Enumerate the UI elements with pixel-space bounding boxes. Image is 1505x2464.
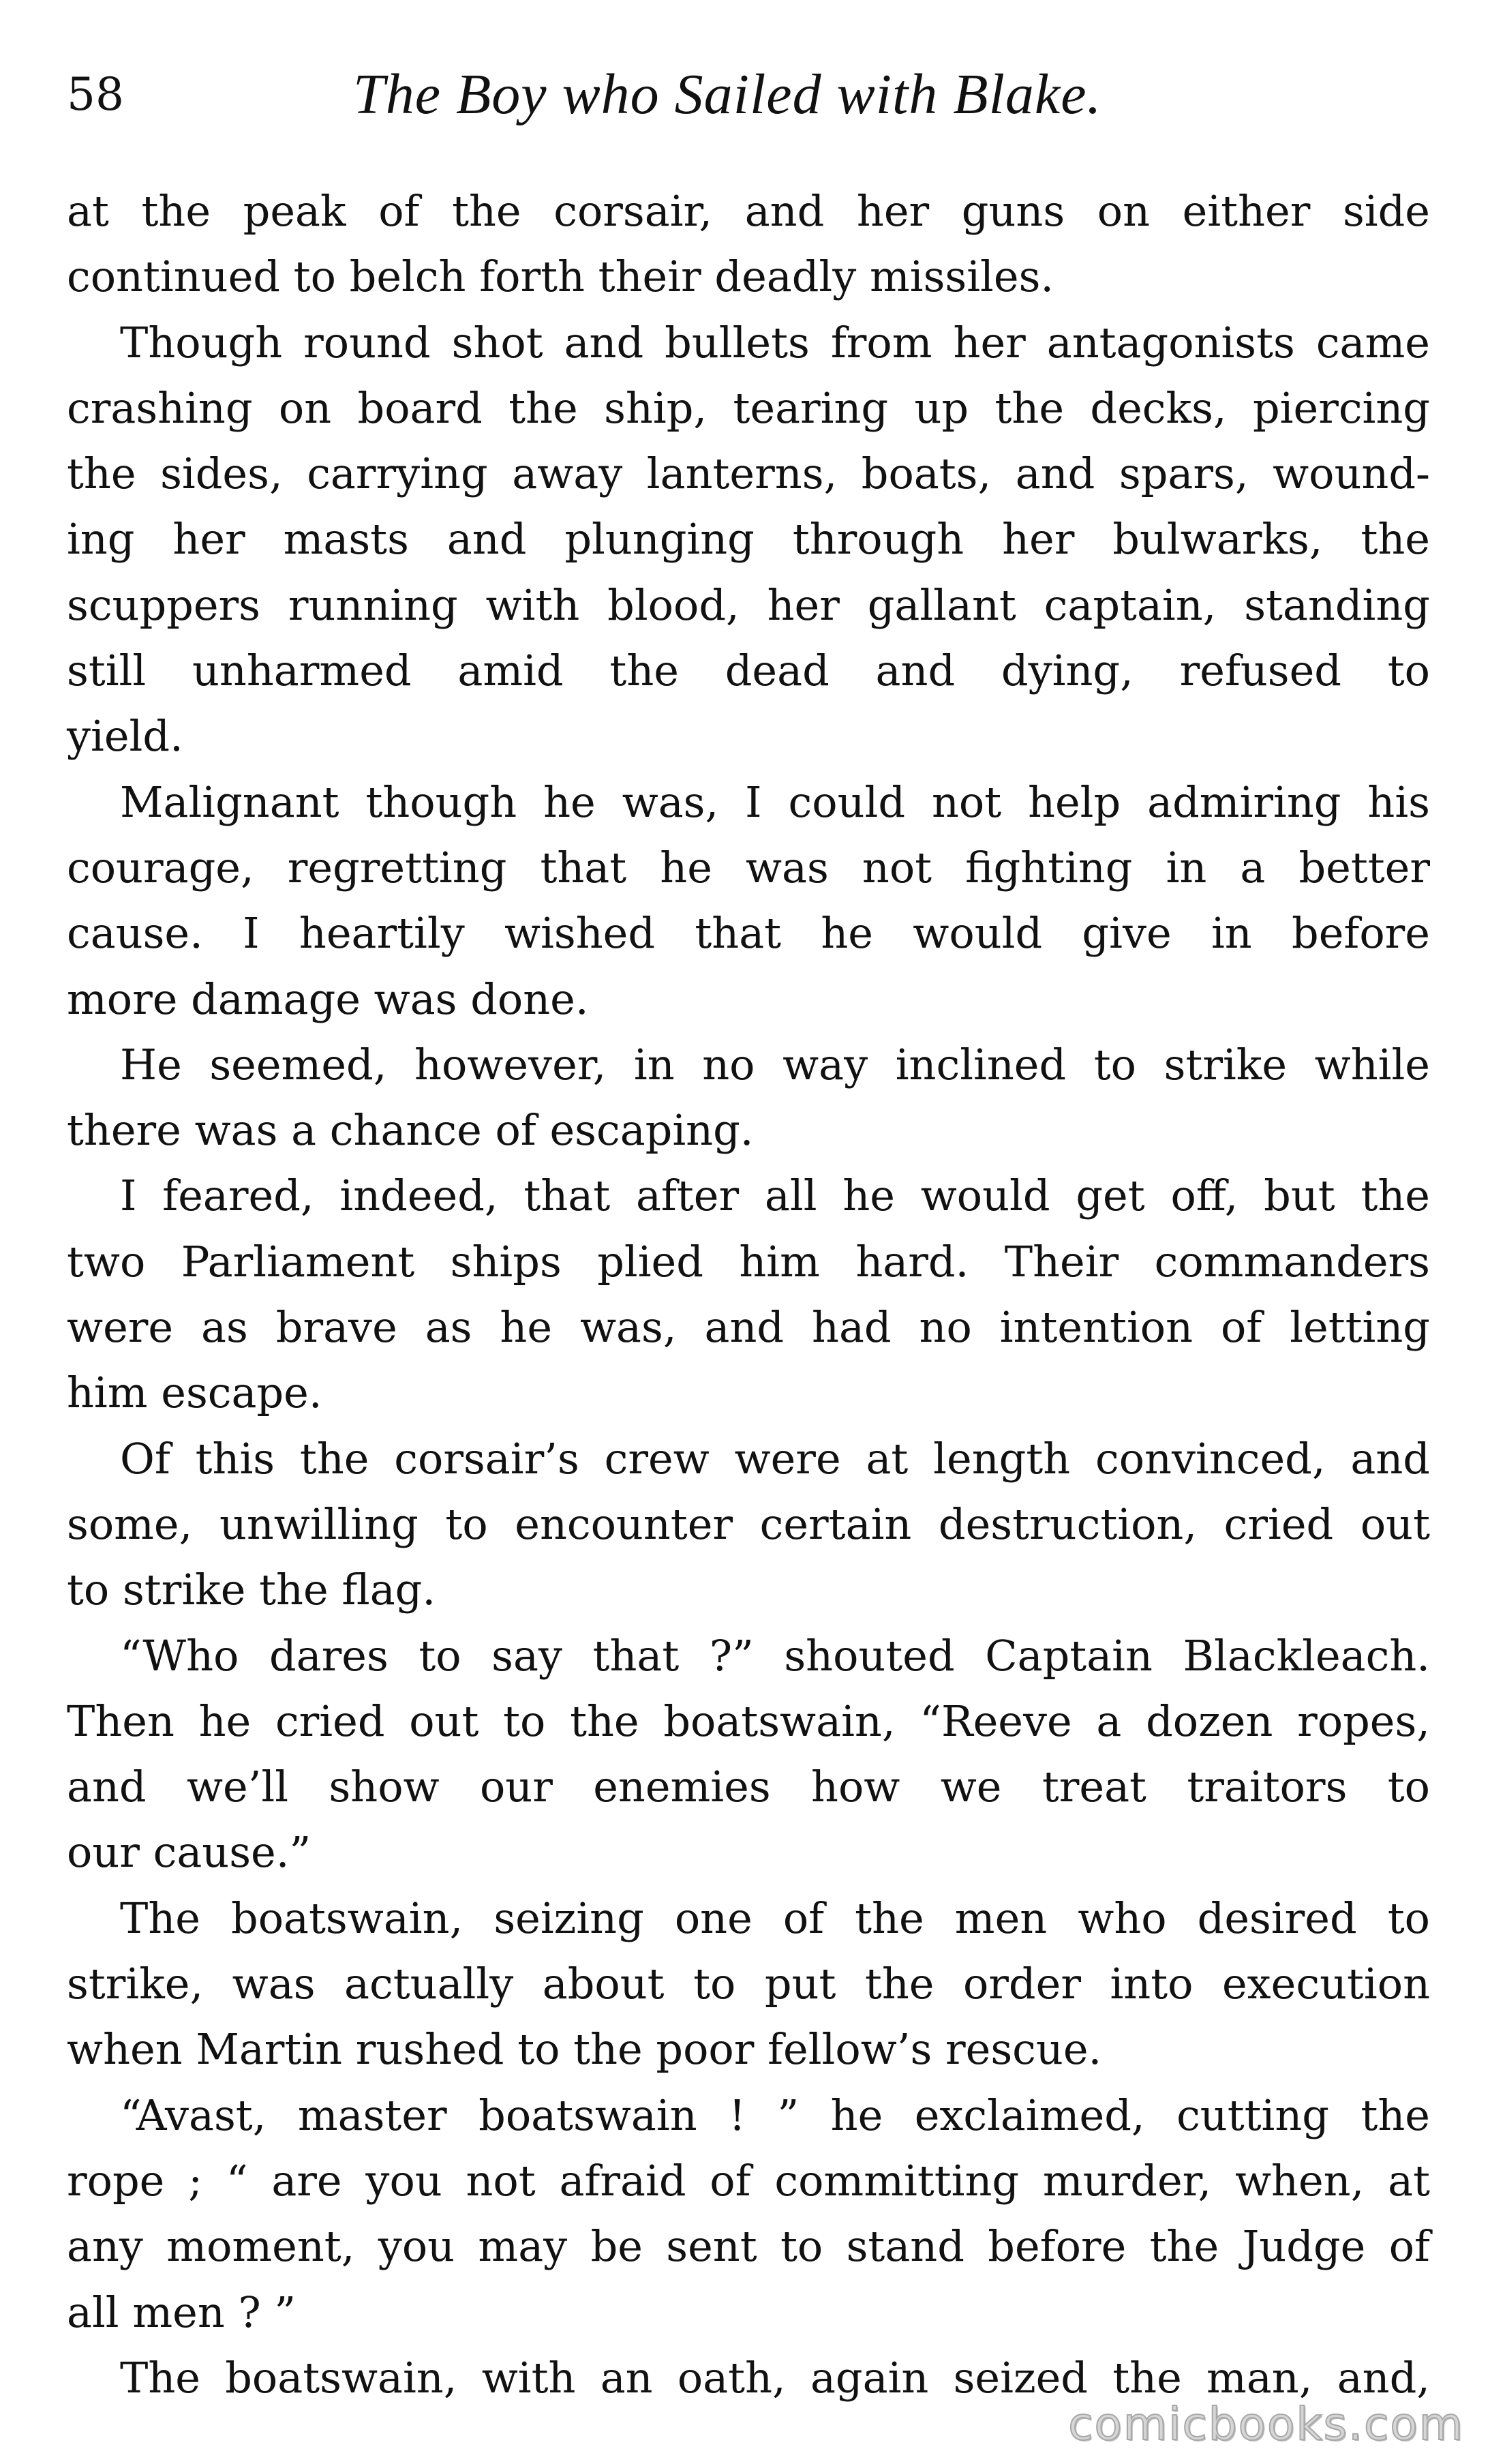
text-line: some, unwilling to encounter certain destruction, cried out xyxy=(67,1499,1430,1549)
paragraph xyxy=(67,1623,1430,1886)
text-line: rope ; “ are you not afraid of committing murder, when, at xyxy=(67,2155,1430,2206)
text-line: He seemed, however, in no way inclined to strike while xyxy=(120,1039,1430,1090)
paragraph xyxy=(67,1032,1430,1164)
text-line: the sides, carrying away lanterns, boats, and spars, wound- xyxy=(67,449,1430,499)
text-line: all men ? ” xyxy=(67,2287,297,2337)
text-line: when Martin rushed to the poor fellow’s rescue. xyxy=(67,2024,1102,2075)
text-line: still unharmed amid the dead and dying, refused to xyxy=(67,646,1430,696)
text-line: to strike the flag. xyxy=(67,1565,436,1615)
text-line: at the peak of the corsair, and her guns on either side xyxy=(67,186,1430,236)
body-text xyxy=(67,179,1430,2411)
paragraph xyxy=(67,179,1430,310)
text-line: our cause.” xyxy=(67,1827,311,1878)
text-line: Malignant though he was, I could not help admiring his xyxy=(120,777,1430,827)
watermark-logo: comicbooks.com xyxy=(1068,2398,1464,2450)
text-line: and we’ll show our enemies how we treat traitors to xyxy=(67,1762,1430,1812)
text-line: scuppers running with blood, her gallant captain, standing xyxy=(67,580,1430,630)
text-line: Of this the corsair’s crew were at length convinced, and xyxy=(120,1433,1430,1484)
paragraph xyxy=(67,1426,1430,1623)
paragraph xyxy=(67,1886,1430,2083)
text-line: The boatswain, with an oath, again seized the man, and, xyxy=(120,2352,1430,2403)
paragraph xyxy=(67,1163,1430,1426)
text-line: strike, was actually about to put the order into execution xyxy=(67,1959,1430,2009)
paragraph xyxy=(67,2083,1430,2345)
text-line: continued to belch forth their deadly missiles. xyxy=(67,252,1054,302)
text-line: “Who dares to say that ?” shouted Captain Blackleach. xyxy=(120,1630,1430,1681)
paragraph xyxy=(67,310,1430,770)
text-line: more damage was done. xyxy=(67,974,589,1024)
text-line: yield. xyxy=(67,711,183,762)
text-line: I feared, indeed, that after all he would get off, but the xyxy=(120,1171,1430,1221)
text-line: crashing on board the ship, tearing up the decks, piercing xyxy=(67,382,1430,433)
text-line: Though round shot and bullets from her antagonists came xyxy=(120,317,1430,367)
paragraph xyxy=(67,770,1430,1032)
text-line: him escape. xyxy=(67,1368,322,1418)
text-line: “Avast, master boatswain ! ” he exclaimed, cutting the xyxy=(120,2090,1430,2140)
text-line: there was a chance of escaping. xyxy=(67,1105,754,1156)
text-line: ing her masts and plunging through her bulwarks, the xyxy=(67,514,1430,565)
text-line: any moment, you may be sent to stand before the Judge of xyxy=(67,2221,1430,2272)
text-line: courage, regretting that he was not fighting in a better xyxy=(67,842,1430,892)
running-head xyxy=(67,57,1437,132)
text-line: The boatswain, seizing one of the men who desired to xyxy=(120,1893,1430,1943)
text-line: two Parliament ships plied him hard. Their commanders xyxy=(67,1236,1430,1287)
text-line: were as brave as he was, and had no intention of letting xyxy=(67,1302,1430,1353)
page-number: 58 xyxy=(67,68,124,121)
text-line: cause. I heartily wished that he would give in before xyxy=(67,908,1430,959)
running-title: The Boy who Sailed with Blake. xyxy=(353,63,1102,126)
text-line: Then he cried out to the boatswain, “Reeve a dozen ropes, xyxy=(67,1696,1430,1746)
